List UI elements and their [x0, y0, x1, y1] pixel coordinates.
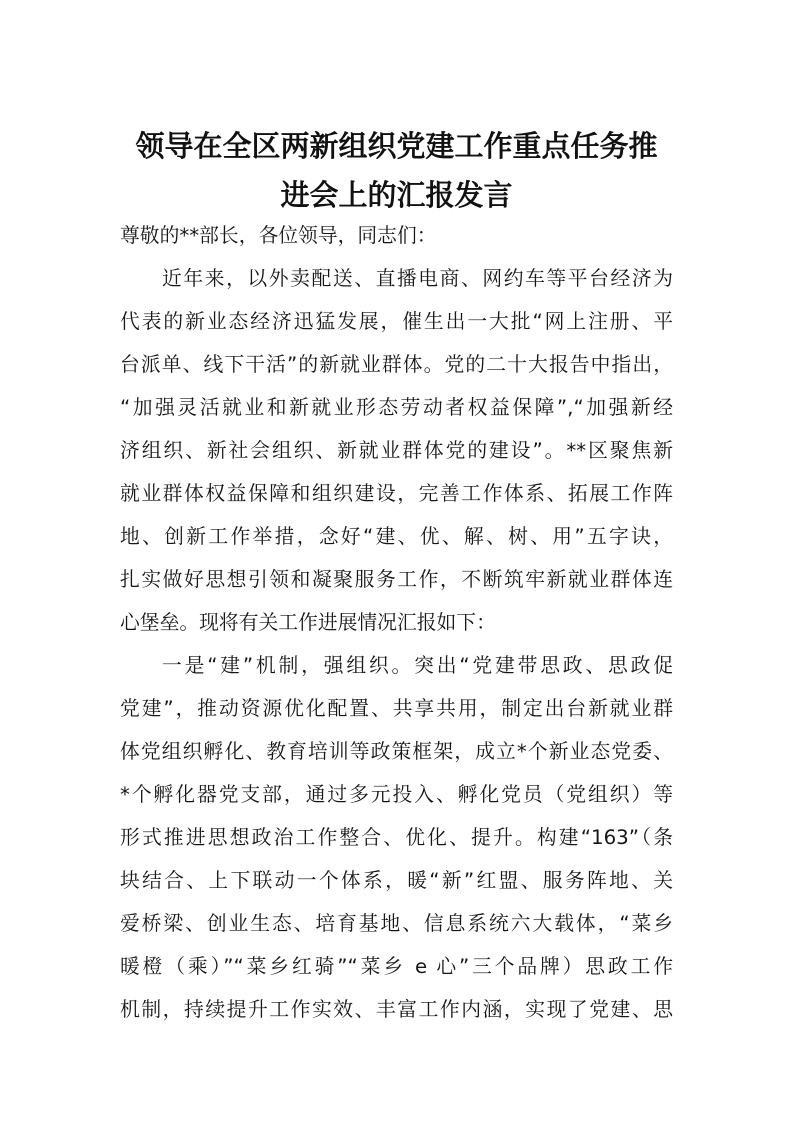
body-line: 心堡垒。现将有关工作进展情况汇报如下： [120, 611, 496, 634]
salutation: 尊敬的**部长，各位领导，同志们： [120, 224, 437, 247]
body-line: 一是“建”机制，强组织。突出“党建带思政、思政促 [162, 654, 673, 677]
body-line: 台派单、线下干活”的新就业群体。党的二十大报告中指出， [120, 353, 673, 376]
body-line: “加强灵活就业和新就业形态劳动者权益保障”,“加强新经 [120, 396, 673, 419]
body-line: 地、创新工作举措，念好“建、优、解、树、用”五字诀， [120, 525, 673, 548]
body-line: 近年来，以外卖配送、直播电商、网约车等平台经济为 [162, 267, 673, 290]
body-line: 党建”，推动资源优化配置、共享共用，制定出台新就业群 [120, 697, 673, 720]
body-line: 体党组织孵化、教育培训等政策框架，成立*个新业态党委、 [120, 740, 673, 763]
body-line: 爱桥梁、创业生态、培育基地、信息系统六大载体，“菜乡 [120, 912, 673, 935]
body-line: 形式推进思想政治工作整合、优化、提升。构建“163”（条 [120, 826, 673, 849]
body-line: 代表的新业态经济迅猛发展，催生出一大批“网上注册、平 [120, 310, 673, 333]
body-line: 扎实做好思想引领和凝聚服务工作，不断筑牢新就业群体连 [120, 568, 673, 591]
body-line: 就业群体权益保障和组织建设，完善工作体系、拓展工作阵 [120, 482, 673, 505]
body-line: 济组织、新社会组织、新就业群体党的建设”。**区聚焦新 [120, 439, 673, 462]
document-title-line-2: 进会上的汇报发言 [280, 178, 513, 212]
body-line: *个孵化器党支部，通过多元投入、孵化党员（党组织）等 [120, 783, 673, 806]
body-line: 暖橙（乘）”“菜乡红骑”“菜乡 e 心”三个品牌）思政工作 [120, 955, 673, 978]
body-line: 块结合、上下联动一个体系，暖“新”红盟、服务阵地、关 [120, 869, 673, 892]
body-line: 机制，持续提升工作实效、丰富工作内涵，实现了党建、思 [120, 998, 673, 1021]
document-title-line-1: 领导在全区两新组织党建工作重点任务推 [135, 129, 658, 163]
